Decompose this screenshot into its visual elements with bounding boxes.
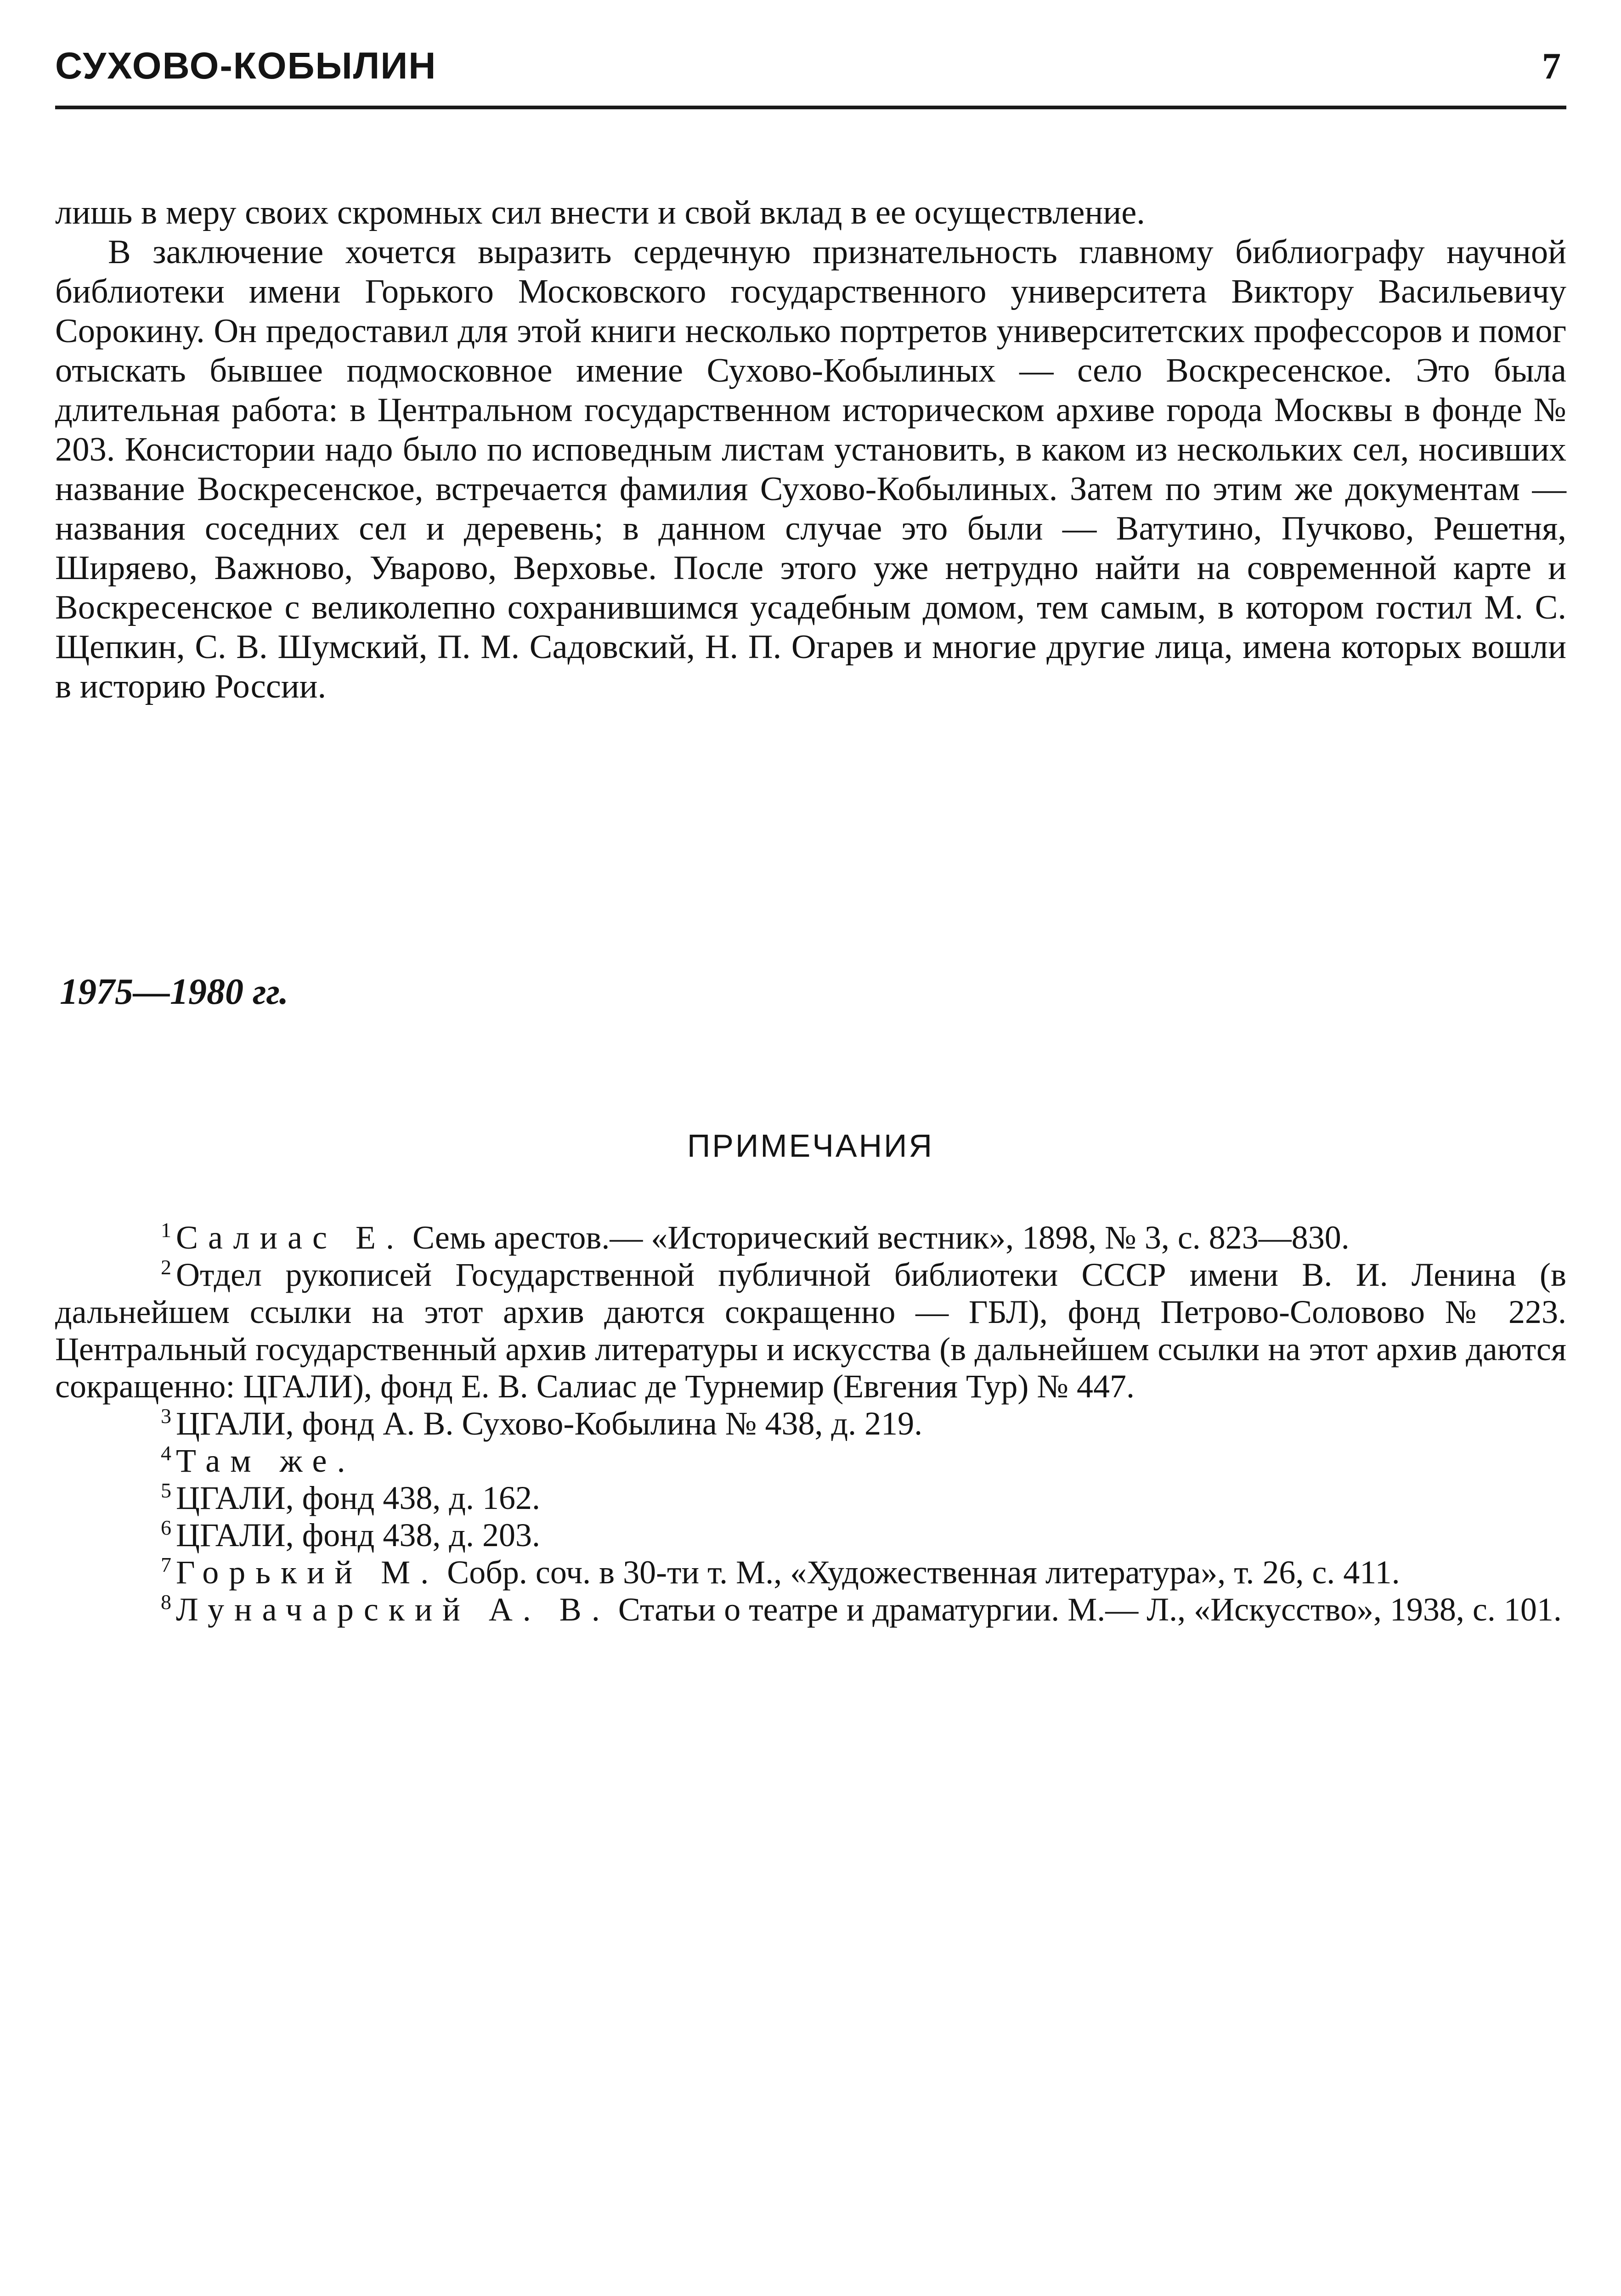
paragraph-continuation: лишь в меру своих скромных сил внести и свой вклад в ее осуществление. <box>55 194 1145 231</box>
running-title: СУХОВО-КОБЫЛИН <box>55 45 437 87</box>
note-item <box>55 1517 1566 1554</box>
note-text: Собр. соч. в 30-ти т. М., «Художественная литература», т. 26, с. 411. <box>439 1554 1400 1591</box>
note-text: ЦГАЛИ, фонд 438, д. 162. <box>176 1480 541 1516</box>
note-item <box>55 1554 1566 1591</box>
note-number: 2 <box>161 1255 171 1279</box>
note-text: Статьи о театре и драматургии. М.— Л., «Искусство», 1938, с. 101. <box>610 1591 1562 1628</box>
note-number: 6 <box>161 1515 171 1539</box>
note-number: 5 <box>161 1478 171 1502</box>
notes-heading: ПРИМЕЧАНИЯ <box>687 1128 934 1164</box>
note-item <box>55 1442 1566 1480</box>
note-author: Там же. <box>176 1442 356 1479</box>
note-author: Горький М. <box>176 1554 439 1591</box>
note-number: 7 <box>161 1553 171 1576</box>
note-number: 8 <box>161 1590 171 1614</box>
note-item <box>55 1219 1566 1256</box>
note-text: ЦГАЛИ, фонд 438, д. 203. <box>176 1517 541 1553</box>
paragraph-acknowledgement: В заключение хочется выразить сердечную признательность главному библиографу научной библиотеки имени Горького Московского государственного университета Виктору Васильевичу Сорокину. Он предоставил для этой книги несколько портретов университетских профессоров и помог отыскать бывшее подмосковное имение Сухово-Кобылиных — село Воскресенское. Это была длительная работа: в Центральном государственном историческом архиве города Москвы в фонде № 203. Консистории надо было по исповедным листам установить, в каком из нескольких сел, носивших название Воскресенское, встречается фамилия Сухово-Кобылиных. Затем по этим же документам — названия соседних сел и деревень; в данном случае это были — Ватутино, Пучково, Решетня, Ширяево, Важново, Уварово, Верховье. После этого уже нетрудно найти на современной карте и Воскресенское с великолепно сохранившимся усадебным домом, тем самым, в котором гостил М. С. Щепкин, С. В. Шумский, П. М. Садовский, Н. П. Огарев и многие другие лица, имена которых вошли в историю России. <box>55 233 1566 705</box>
note-item <box>55 1480 1566 1517</box>
note-item <box>55 1591 1566 1628</box>
notes-list <box>55 1219 1566 1628</box>
note-number: 4 <box>161 1441 171 1465</box>
note-author: Салиас Е. <box>176 1219 404 1256</box>
date-line: 1975—1980 гг. <box>60 972 289 1012</box>
note-item <box>55 1405 1566 1442</box>
main-text <box>55 193 1566 706</box>
note-text: Отдел рукописей Государственной публичной библиотеки СССР имени В. И. Ленина (в дальнейшем ссылки на этот архив даются сокращенно — ГБЛ), фонд Петрово-Соловово № 223. Центральный государственный архив литературы и искусства (в дальнейшем ссылки на этот архив даются сокращенно: ЦГАЛИ), фонд Е. В. Салиас де Турнемир (Евгения Тур) № 447. <box>55 1256 1566 1405</box>
note-item <box>55 1256 1566 1405</box>
page-header <box>55 44 1566 109</box>
page-number: 7 <box>1542 45 1561 87</box>
note-text: ЦГАЛИ, фонд А. В. Сухово-Кобылина № 438, д. 219. <box>176 1405 923 1442</box>
note-author: Луначарский А. В. <box>176 1591 610 1628</box>
note-number: 3 <box>161 1404 171 1428</box>
note-text: Семь арестов.— «Исторический вестник», 1898, № 3, с. 823—830. <box>404 1219 1350 1256</box>
note-number: 1 <box>161 1218 171 1242</box>
